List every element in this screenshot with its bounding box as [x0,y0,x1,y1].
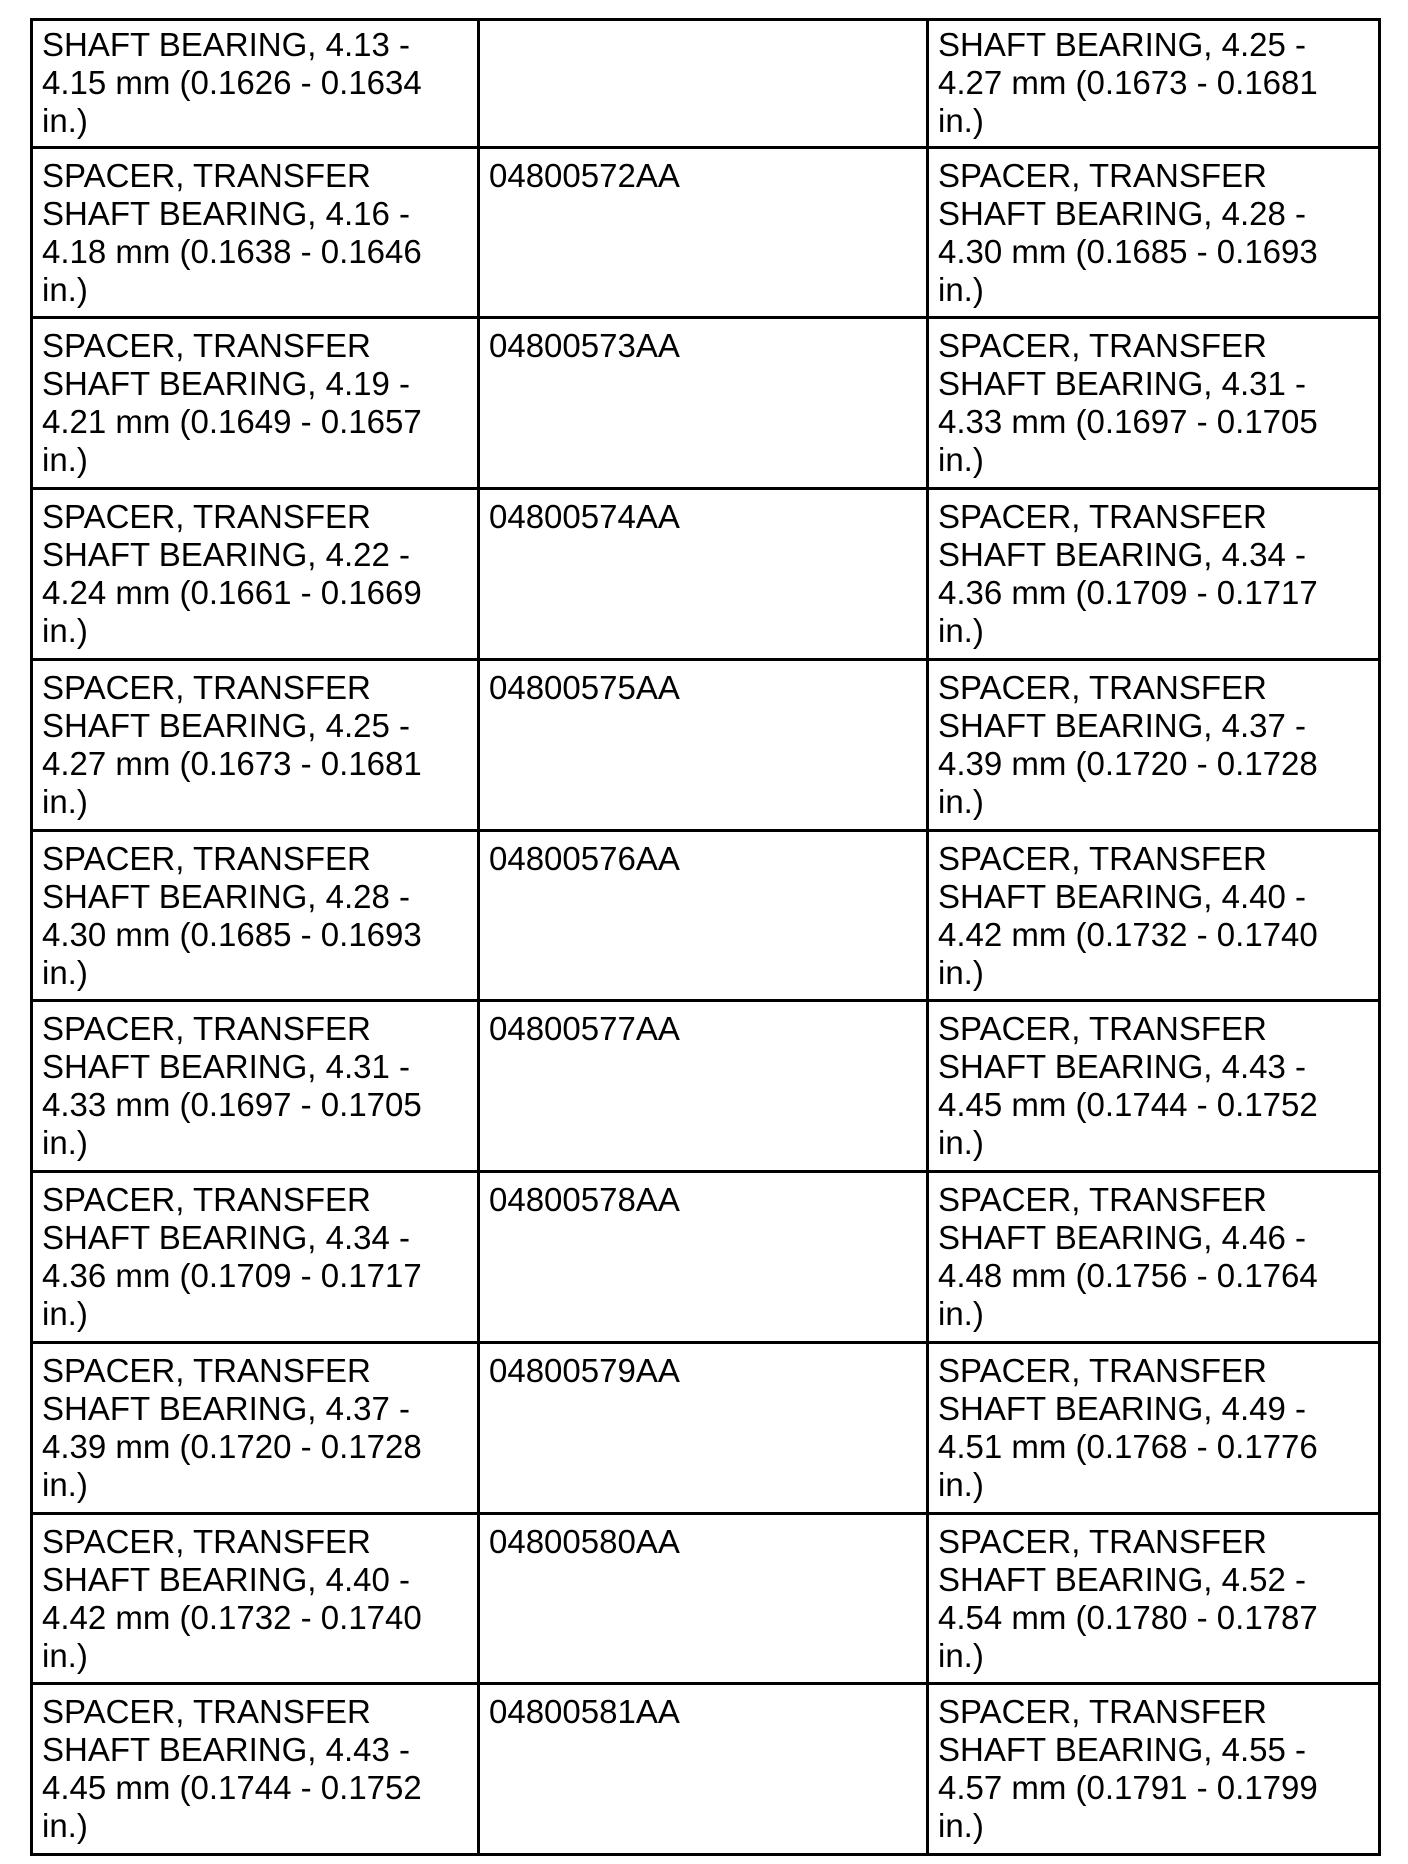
replacement-cell: SPACER, TRANSFER SHAFT BEARING, 4.43 - 4.45 mm (0.1744 - 0.1752 in.) [928,1001,1380,1172]
replacement-cell: SPACER, TRANSFER SHAFT BEARING, 4.31 - 4.33 mm (0.1697 - 0.1705 in.) [928,318,1380,489]
description-cell: SPACER, TRANSFER SHAFT BEARING, 4.22 - 4.24 mm (0.1661 - 0.1669 in.) [32,489,479,660]
parts-table [30,18,1381,1856]
part-number-cell: 04800573AA [479,318,928,489]
table-row [32,147,1380,318]
table-row [32,1001,1380,1172]
replacement-cell: SPACER, TRANSFER SHAFT BEARING, 4.52 - 4.54 mm (0.1780 - 0.1787 in.) [928,1513,1380,1684]
replacement-cell: SPACER, TRANSFER SHAFT BEARING, 4.49 - 4.51 mm (0.1768 - 0.1776 in.) [928,1342,1380,1513]
description-cell: SPACER, TRANSFER SHAFT BEARING, 4.19 - 4.21 mm (0.1649 - 0.1657 in.) [32,318,479,489]
replacement-cell: SPACER, TRANSFER SHAFT BEARING, 4.40 - 4.42 mm (0.1732 - 0.1740 in.) [928,830,1380,1001]
part-number-cell: 04800581AA [479,1684,928,1855]
table-row [32,1342,1380,1513]
table-row [32,489,1380,660]
description-cell: SPACER, TRANSFER SHAFT BEARING, 4.28 - 4.30 mm (0.1685 - 0.1693 in.) [32,830,479,1001]
table-row [32,1513,1380,1684]
replacement-cell: SPACER, TRANSFER SHAFT BEARING, 4.28 - 4.30 mm (0.1685 - 0.1693 in.) [928,147,1380,318]
description-cell: SPACER, TRANSFER SHAFT BEARING, 4.40 - 4.42 mm (0.1732 - 0.1740 in.) [32,1513,479,1684]
table-row [32,1684,1380,1855]
part-number-cell [479,20,928,148]
replacement-cell: SHAFT BEARING, 4.25 - 4.27 mm (0.1673 - 0.1681 in.) [928,20,1380,148]
description-cell: SPACER, TRANSFER SHAFT BEARING, 4.16 - 4.18 mm (0.1638 - 0.1646 in.) [32,147,479,318]
description-cell: SPACER, TRANSFER SHAFT BEARING, 4.43 - 4.45 mm (0.1744 - 0.1752 in.) [32,1684,479,1855]
description-cell: SHAFT BEARING, 4.13 - 4.15 mm (0.1626 - 0.1634 in.) [32,20,479,148]
table-row [32,830,1380,1001]
part-number-cell: 04800579AA [479,1342,928,1513]
part-number-cell: 04800572AA [479,147,928,318]
table-row [32,1172,1380,1343]
table-row [32,659,1380,830]
replacement-cell: SPACER, TRANSFER SHAFT BEARING, 4.37 - 4.39 mm (0.1720 - 0.1728 in.) [928,659,1380,830]
replacement-cell: SPACER, TRANSFER SHAFT BEARING, 4.34 - 4.36 mm (0.1709 - 0.1717 in.) [928,489,1380,660]
part-number-cell: 04800578AA [479,1172,928,1343]
table-row [32,20,1380,148]
part-number-cell: 04800574AA [479,489,928,660]
description-cell: SPACER, TRANSFER SHAFT BEARING, 4.34 - 4.36 mm (0.1709 - 0.1717 in.) [32,1172,479,1343]
part-number-cell: 04800576AA [479,830,928,1001]
table-row [32,318,1380,489]
parts-table-body [32,20,1380,1855]
replacement-cell: SPACER, TRANSFER SHAFT BEARING, 4.55 - 4.57 mm (0.1791 - 0.1799 in.) [928,1684,1380,1855]
part-number-cell: 04800575AA [479,659,928,830]
part-number-cell: 04800577AA [479,1001,928,1172]
part-number-cell: 04800580AA [479,1513,928,1684]
description-cell: SPACER, TRANSFER SHAFT BEARING, 4.25 - 4.27 mm (0.1673 - 0.1681 in.) [32,659,479,830]
description-cell: SPACER, TRANSFER SHAFT BEARING, 4.37 - 4.39 mm (0.1720 - 0.1728 in.) [32,1342,479,1513]
replacement-cell: SPACER, TRANSFER SHAFT BEARING, 4.46 - 4.48 mm (0.1756 - 0.1764 in.) [928,1172,1380,1343]
description-cell: SPACER, TRANSFER SHAFT BEARING, 4.31 - 4.33 mm (0.1697 - 0.1705 in.) [32,1001,479,1172]
